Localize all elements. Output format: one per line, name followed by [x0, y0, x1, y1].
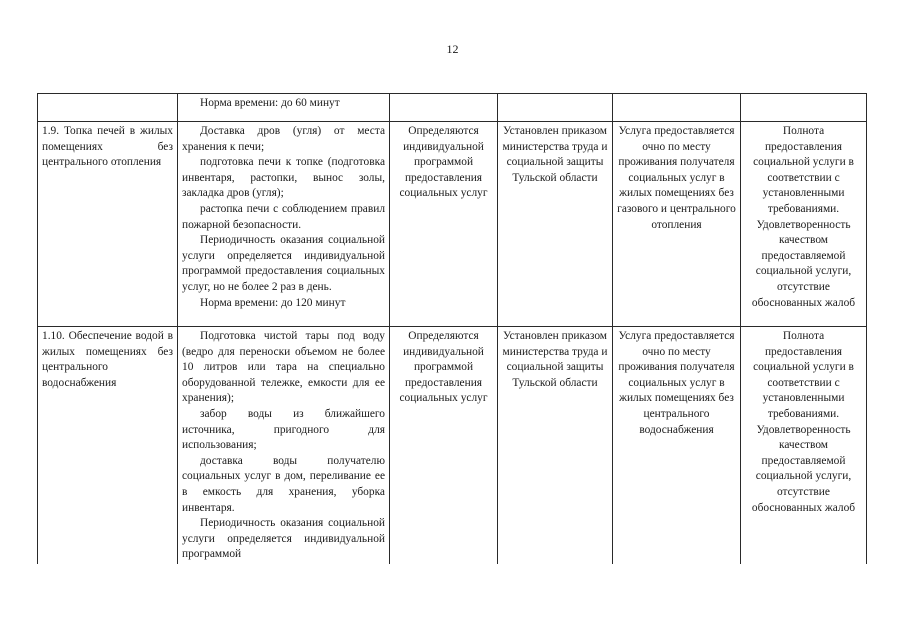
quality-cell: Полнота предоставления социальной услуги в соответствии с установленными требованиями. Удовлетворенность качеством предоставляемой социальной услуги, отсутствие обоснованных жалоб: [741, 122, 867, 327]
table-row: [38, 122, 867, 327]
quality-cell: Полнота предоставления социальной услуги в соответствии с установленными требованиями. Удовлетворенность качеством предоставляемой социальной услуги, отсутствие обоснованных жалоб: [741, 327, 867, 564]
table-row: [38, 327, 867, 564]
service-content-cell: [178, 94, 390, 122]
tariff-cell: [498, 94, 613, 122]
conditions-cell: [613, 94, 741, 122]
tariff-cell: Установлен приказом министерства труда и социальной защиты Тульской области: [498, 122, 613, 327]
content-paragraph: Норма времени: до 60 минут: [200, 97, 340, 109]
service-name-cell: 1.9. Топка печей в жилых помещениях без центрального отопления: [38, 122, 178, 327]
conditions-cell: Услуга предоставляется очно по месту проживания получателя социальных услуг в жилых помещениях без центрального водоснабжения: [613, 327, 741, 564]
content-paragraph: Периодичность оказания социальной услуги определяется индивидуальной программой: [182, 517, 385, 561]
content-paragraph: забор воды из ближайшего источника, пригодного для использования;: [182, 407, 385, 452]
tariff-cell: Установлен приказом министерства труда и социальной защиты Тульской области: [498, 327, 613, 564]
volume-cell: Определяются индивидуальной программой предоставления социальных услуг: [390, 122, 498, 327]
quality-cell: [741, 94, 867, 122]
page-number: 12: [446, 42, 459, 56]
volume-cell: Определяются индивидуальной программой предоставления социальных услуг: [390, 327, 498, 564]
content-paragraph: растопка печи с соблюдением правил пожарной безопасности.: [182, 202, 385, 231]
services-table: [37, 93, 867, 564]
content-paragraph: доставка воды получателю социальных услуг в дом, переливание ее в емкость для хранения, уборка инвентаря.: [182, 454, 385, 514]
volume-cell: [390, 94, 498, 122]
content-paragraph: Подготовка чистой тары под воду (ведро для переноски объемом не более 10 литров или тара на специально оборудованной тележке, емкости для ее хранения);: [182, 330, 385, 405]
content-paragraph: Периодичность оказания социальной услуги определяется индивидуальной программой предоставления социальных услуг, но не более 2 раз в день.: [182, 234, 385, 293]
content-paragraph: подготовка печи к топке (подготовка инвентаря, растопки, вынос золы, закладка дров (угля);: [182, 156, 385, 200]
table-row: [38, 94, 867, 122]
content-paragraph: Доставка дров (угля) от места хранения к печи;: [182, 125, 385, 153]
conditions-cell: Услуга предоставляется очно по месту проживания получателя социальных услуг в жилых помещениях без газового и центрального отопления: [613, 122, 741, 327]
content-paragraph: Норма времени: до 120 минут: [200, 296, 346, 309]
service-content-cell: [178, 327, 390, 564]
service-name-cell: 1.10. Обеспечение водой в жилых помещениях без центрального водоснабжения: [38, 327, 178, 564]
service-name-cell: [38, 94, 178, 122]
service-content-cell: [178, 122, 390, 327]
